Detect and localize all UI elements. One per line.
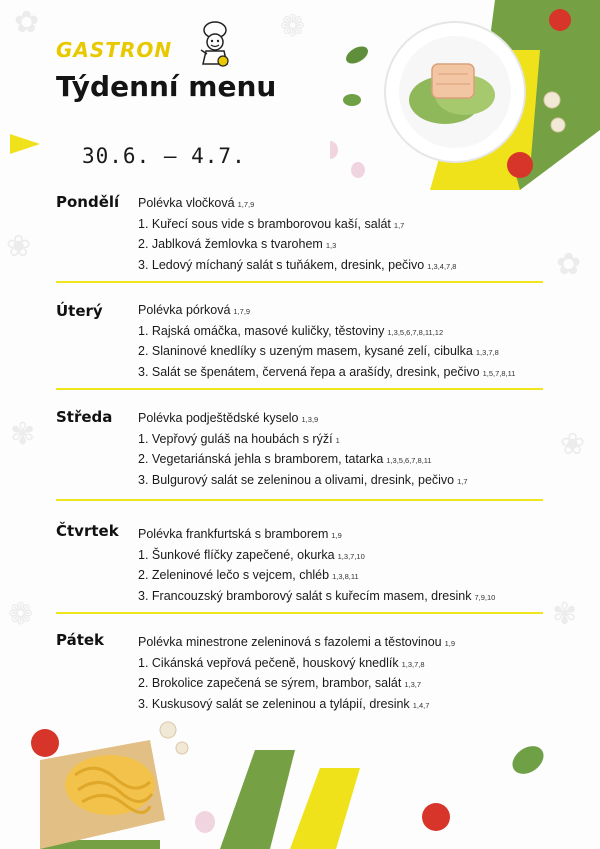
allergen-codes: 1,3 — [325, 241, 337, 250]
basil-leaf-icon — [507, 740, 549, 779]
list-item — [138, 632, 455, 653]
tomato-icon — [31, 729, 59, 757]
allergen-codes: 1,3,7,8 — [401, 659, 425, 669]
dish-text: Polévka vločková — [138, 196, 235, 210]
bg-doodle-icon: ✿ — [14, 5, 40, 40]
bg-doodle-icon: ✾ — [552, 597, 578, 632]
divider — [56, 281, 543, 283]
list-item — [138, 449, 468, 470]
allergen-codes: 7,9,10 — [474, 592, 496, 602]
allergen-codes: 1,5,7,8,11 — [482, 368, 516, 378]
allergen-codes: 1,7,9 — [233, 307, 251, 316]
allergen-codes: 1,3,5,6,7,8,11 — [386, 456, 432, 465]
dish-text: 2. Vegetariánská jehla s bramborem, tatarka — [138, 452, 384, 466]
list-item — [138, 214, 456, 235]
list-item — [138, 341, 515, 362]
bg-doodle-icon: ✿ — [556, 247, 582, 282]
bg-doodle-icon: ❀ — [6, 229, 32, 264]
dish-text: 2. Zeleninové lečo s vejcem, chléb — [138, 568, 330, 582]
dish-text: Polévka frankfurtská s bramborem — [138, 527, 329, 541]
dish-text: 3. Salát se špenátem, červená řepa a arašídy, dresink, pečivo — [138, 364, 480, 379]
allergen-codes: 1,3,7,8 — [475, 348, 499, 357]
list-item — [138, 300, 515, 321]
day-menu-list — [138, 193, 456, 275]
list-item — [138, 545, 495, 566]
gastron-logo: GASTRON — [56, 38, 173, 62]
bg-doodle-icon: ❁ — [280, 9, 306, 44]
divider — [56, 612, 543, 614]
list-item — [138, 321, 515, 342]
dish-text: 1. Šunkové flíčky zapečené, okurka — [138, 547, 335, 562]
list-item — [138, 470, 468, 491]
garlic-icon — [195, 811, 215, 833]
day-menu-list — [138, 300, 515, 382]
allergen-codes: 1,3,7 — [404, 680, 422, 689]
date-range: 30.6. – 4.7. — [82, 144, 246, 168]
list-item — [138, 234, 456, 255]
tagliatelle-spoon-image — [0, 690, 600, 849]
chef-mascot-icon — [193, 20, 237, 68]
dish-text: 1. Cikánská vepřová pečeně, houskový knedlík — [138, 655, 399, 670]
allergen-codes: 1,3,7,10 — [337, 551, 365, 561]
list-item — [138, 193, 456, 214]
list-item — [138, 565, 495, 586]
list-item — [138, 255, 456, 276]
bg-doodle-icon: ❁ — [8, 597, 34, 632]
allergen-codes: 1,9 — [331, 531, 342, 540]
list-item — [138, 362, 515, 383]
allergen-codes: 1,7 — [393, 220, 405, 230]
mushroom-icon — [160, 722, 176, 738]
tomato-icon — [507, 152, 533, 178]
day-menu-list — [138, 524, 495, 606]
allergen-codes: 1,3,8,11 — [332, 572, 359, 581]
dish-text: 1. Rajská omáčka, masové kuličky, těstoviny — [138, 323, 385, 338]
dish-text: 3. Francouzský bramborový salát s kuřecím masem, dresink — [138, 588, 472, 603]
dish-text: 1. Kuřecí sous vide s bramborovou kaší, salát — [138, 216, 391, 231]
bg-doodle-icon: ❀ — [560, 427, 586, 462]
dish-text: Polévka pórková — [138, 303, 231, 317]
list-item — [138, 653, 455, 674]
divider — [56, 499, 543, 501]
day-name: Středa — [56, 408, 113, 426]
pasta-plate-image — [330, 0, 600, 190]
bg-doodle-icon: ✾ — [10, 417, 36, 452]
allergen-codes: 1,3,9 — [301, 415, 319, 424]
allergen-codes: 1,3,5,6,7,8,11,12 — [387, 327, 444, 337]
dish-text: Polévka podještědské kyselo — [138, 411, 299, 425]
list-item — [138, 524, 495, 545]
allergen-codes: 1,7,9 — [237, 200, 255, 209]
list-item — [138, 408, 468, 429]
dish-text: 2. Jablková žemlovka s tvarohem — [138, 237, 323, 251]
dish-text: 2. Brokolice zapečená se sýrem, brambor, salát — [138, 676, 402, 690]
dish-text: 1. Vepřový guláš na houbách s rýží — [138, 431, 333, 446]
day-menu-list — [138, 408, 468, 490]
day-name: Úterý — [56, 302, 103, 320]
dish-text: 3. Ledový míchaný salát s tuňákem, dresink, pečivo — [138, 257, 425, 272]
allergen-codes: 1,3,4,7,8 — [427, 261, 457, 271]
dish-text: 3. Bulgurový salát se zeleninou a olivami, dresink, pečivo — [138, 472, 455, 487]
list-item — [138, 586, 495, 607]
allergen-codes: 1 — [335, 435, 340, 445]
yellow-arrow-marker — [10, 134, 40, 154]
page-title: Týdenní menu — [56, 70, 277, 103]
divider — [56, 388, 543, 390]
day-name: Čtvrtek — [56, 522, 119, 540]
list-item — [138, 429, 468, 450]
day-name: Pátek — [56, 631, 105, 649]
allergen-codes: 1,4,7 — [412, 700, 430, 710]
dish-text: Polévka minestrone zeleninová s fazolemi a těstovinou — [138, 635, 442, 649]
allergen-codes: 1,9 — [444, 639, 456, 648]
dish-text: 2. Slaninové knedlíky s uzeným masem, kysané zelí, cibulka — [138, 344, 473, 358]
allergen-codes: 1,7 — [457, 476, 468, 486]
dish-text: 3. Kuskusový salát se zeleninou a tylápií, dresink — [138, 696, 410, 711]
day-name: Pondělí — [56, 193, 120, 211]
